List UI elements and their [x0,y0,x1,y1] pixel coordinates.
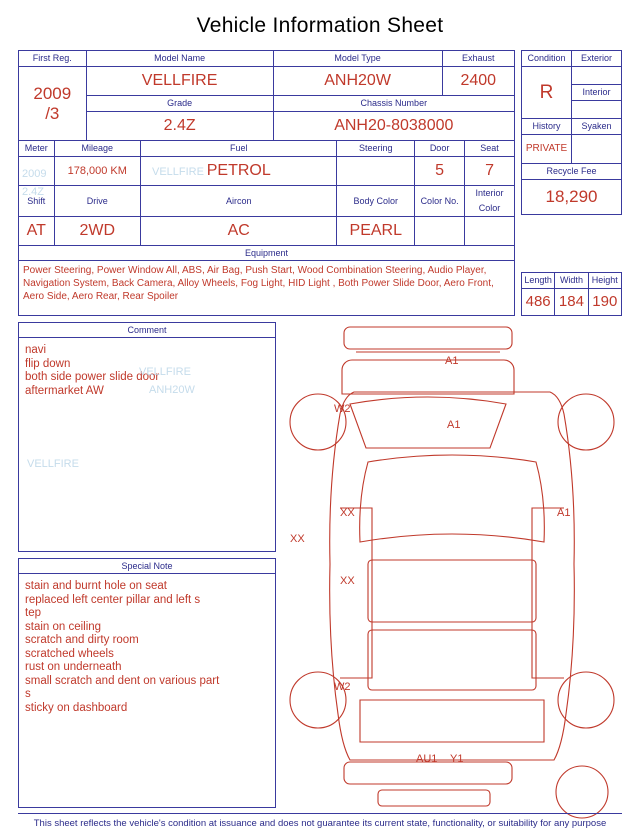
footer-disclaimer: This sheet reflects the vehicle's condition at issuance and does not guarantee its current state, functionality, or suitability for any purpose [18,813,622,829]
first-reg-label: First Reg. [19,51,87,67]
special-note-line: stain and burnt hole on seat [25,580,167,592]
spec-table [18,50,515,141]
shift-value: AT [19,217,55,246]
aircon-value: AC [141,217,337,246]
table-row [19,157,515,186]
exhaust-value: 2400 [442,67,514,96]
door-label: Door [415,141,465,157]
table-row [19,112,515,141]
table-row [19,67,515,96]
damage-mark: W2 [334,681,351,693]
comment-line: both side power slide door [25,371,160,383]
table-row [522,164,622,180]
grade-label: Grade [86,96,273,112]
chassis-label: Chassis Number [273,96,514,112]
equipment-block [18,245,515,316]
color-no-value [415,217,465,246]
special-note-line: rust on underneath [25,661,122,673]
aircon-label: Aircon [141,186,337,217]
table-row [522,51,622,67]
chassis-value: ANH20-8038000 [273,112,514,141]
model-type-label: Model Type [273,51,442,67]
shift-label: Shift [19,186,55,217]
exterior-label: Exterior [572,51,622,67]
length-value: 486 [522,289,555,316]
first-reg-value [19,67,87,141]
special-note-line: tep [25,607,41,619]
recycle-fee-value: 18,290 [522,180,622,215]
first-reg-year: 2009 [33,83,72,103]
comment-line: navi [25,344,47,356]
interior-value [572,101,622,119]
exhaust-label: Exhaust [442,51,514,67]
watermark-text: ANH20W [149,384,195,396]
first-reg-month: /3 [45,103,60,123]
damage-mark: XX [290,533,305,545]
damage-mark: A1 [445,355,459,367]
special-note-line: sticky on dashboard [25,701,128,714]
condition-label: Condition [522,51,572,67]
comment-line: flip down [25,357,71,370]
vehicle-outline-svg [282,322,622,822]
table-row [522,273,622,289]
exterior-value [572,67,622,85]
meter-label: Meter [19,141,55,157]
width-value: 184 [555,289,588,316]
syaken-label: Syaken [572,119,622,135]
table-row [522,119,622,135]
damage-mark: A1 [557,507,571,519]
dimensions-block [521,245,622,316]
table-row [19,51,515,67]
watermark-text: VELLFIRE [139,366,191,378]
spec-table-left [18,50,515,246]
damage-mark: W2 [334,403,351,415]
width-label: Width [555,273,588,289]
special-note-line: replaced left center pillar and left s [25,593,201,606]
meter-table [18,140,515,246]
grade-value: 2.4Z [86,112,273,141]
syaken-value [572,135,622,164]
condition-block [521,50,622,215]
model-type-value: ANH20W [273,67,442,96]
page-title: Vehicle Information Sheet [196,14,444,37]
equipment-label: Equipment [18,245,515,260]
special-note-line: scratched wheels [25,647,114,660]
equipment-section [18,245,622,316]
recycle-fee-label: Recycle Fee [522,164,622,180]
model-name-value: VELLFIRE [86,67,273,96]
watermark-text: 2009 [22,168,47,180]
damage-mark: A1 [447,419,461,431]
mileage-label: Mileage [54,141,141,157]
interior-label: Interior [572,85,622,101]
damage-mark: XX [340,575,355,587]
special-note-label: Special Note [18,558,276,573]
drive-value: 2WD [54,217,141,246]
watermark-text: 2.4Z [22,186,45,198]
fuel-label: Fuel [141,141,337,157]
table-row [19,96,515,112]
special-note-line: stain on ceiling [25,620,102,633]
seat-value: 7 [465,157,515,186]
seat-label: Seat [465,141,515,157]
special-note-line: scratch and dirty room [25,634,139,646]
length-label: Length [522,273,555,289]
history-value: PRIVATE [522,135,572,164]
history-label: History [522,119,572,135]
damage-mark: Y1 [450,753,464,765]
table-row [522,135,622,164]
condition-table [521,50,622,119]
body-color-label: Body Color [337,186,415,217]
table-row [522,180,622,215]
table-row [19,186,515,217]
damage-mark: XX [340,507,355,519]
table-row [19,217,515,246]
table-row [522,67,622,85]
history-table [521,118,622,215]
table-row [522,289,622,316]
comment-body [18,337,276,552]
interior-color-label: Interior Color [465,186,515,217]
meter-value [19,157,55,186]
equipment-text: Power Steering, Power Window All, ABS, Air Bag, Push Start, Wood Combination Steering, Audio Player, Navigation System, Back Camera, Alloy Wheels, Fog Light, HID Light , Both Power Slide Door, Aero Front, Aero Side, Aero Rear, Rear Spoiler [18,260,515,316]
vehicle-diagram [282,322,622,822]
mid-section [18,322,622,822]
body-color-value: PEARL [337,217,415,246]
interior-color-value [465,217,515,246]
watermark-text: VELLFIRE [152,166,204,178]
damage-mark: AU1 [416,753,438,765]
steering-label: Steering [337,141,415,157]
height-label: Height [588,273,621,289]
comment-line: aftermarket AW [25,384,104,397]
comment-label: Comment [18,322,276,337]
drive-label: Drive [54,186,141,217]
door-value: 5 [415,157,465,186]
comment-column [18,322,276,822]
steering-value [337,157,415,186]
top-section [18,50,622,246]
special-note-line: small scratch and dent on various part [25,674,220,687]
watermark-text: VELLFIRE [27,458,79,470]
fuel-value: PETROL [141,157,337,186]
dimensions-table [521,272,622,316]
height-value: 190 [588,289,621,316]
special-note-line: s [25,688,31,700]
color-no-label: Color No. [415,186,465,217]
table-row [19,141,515,157]
special-note-body [18,573,276,808]
mileage-value: 178,000 KM [54,157,141,186]
condition-value: R [522,67,572,119]
model-name-label: Model Name [86,51,273,67]
